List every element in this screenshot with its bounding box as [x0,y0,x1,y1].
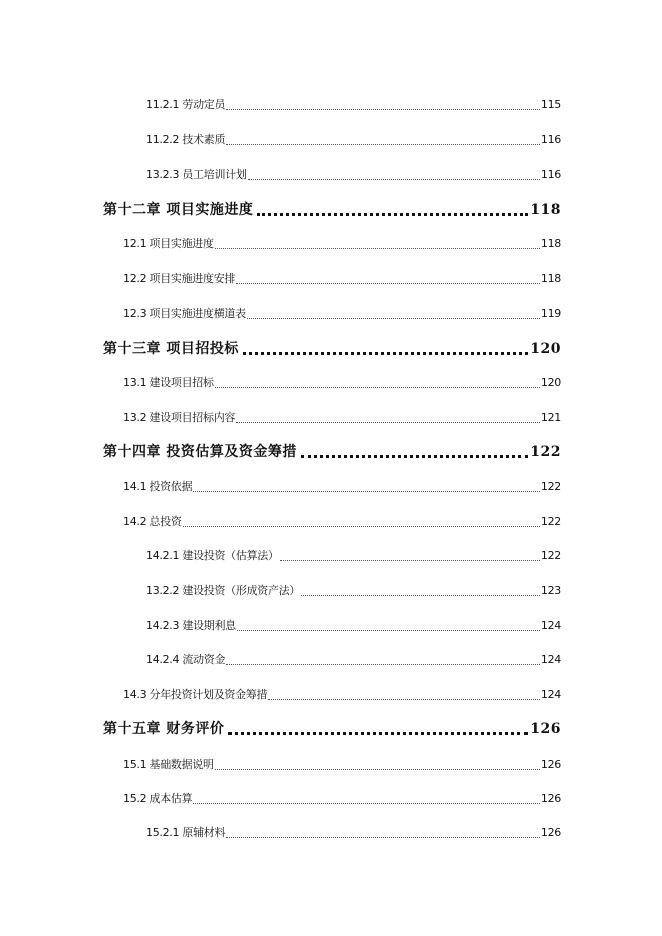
toc-entry-label: 12.3 项目实施进度横道表 [123,307,246,320]
toc-entry-label: 14.2.3 建设期利息 [146,619,236,632]
toc-entry-page: 115 [540,98,561,111]
dot-leader [280,551,540,561]
dot-leader [228,722,528,735]
toc-entry[interactable] [123,305,561,321]
toc-chapter-label: 第十二章 项目实施进度 [103,202,254,218]
toc-entry-label: 13.1 建设项目招标 [123,376,214,389]
toc-entry[interactable] [146,96,561,112]
toc-entry[interactable] [123,513,561,529]
toc-entry-page: 118 [540,272,561,285]
toc-chapter-entry[interactable] [103,718,561,738]
toc-entry-page: 126 [540,758,561,771]
toc-chapter-entry[interactable] [103,199,561,219]
toc-chapter-page: 120 [530,341,561,357]
toc-entry[interactable] [123,409,561,425]
toc-entry-label: 11.2.1 劳动定员 [146,98,226,111]
toc-chapter-entry[interactable] [103,338,561,358]
toc-entry[interactable] [123,270,561,286]
toc-entry-page: 122 [540,549,561,562]
toc-entry-label: 13.2 建设项目招标内容 [123,411,236,424]
toc-entry-page: 118 [540,237,561,250]
dot-leader [301,445,528,458]
toc-chapter-page: 118 [530,202,561,218]
toc-entry-label: 11.2.2 技术素质 [146,133,226,146]
toc-entry[interactable] [146,824,561,840]
toc-entry-label: 12.1 项目实施进度 [123,237,214,250]
toc-entry-label: 14.2 总投资 [123,515,182,528]
toc-chapter-page: 122 [530,444,561,460]
toc-entry-page: 122 [540,515,561,528]
toc-chapter-label: 第十五章 财务评价 [103,721,225,737]
dot-leader [236,413,540,423]
toc-entry-label: 14.3 分年投资计划及资金筹措 [123,688,268,701]
toc-entry-page: 124 [540,688,561,701]
toc-chapter-label: 第十四章 投资估算及资金筹措 [103,444,297,460]
toc-entry-page: 121 [540,411,561,424]
dot-leader [183,517,540,527]
dot-leader [247,309,540,319]
toc-entry[interactable] [146,582,561,598]
toc-entry-label: 14.1 投资依据 [123,480,193,493]
toc-entry[interactable] [123,686,561,702]
toc-entry-page: 116 [540,133,561,146]
dot-leader [193,794,540,804]
toc-entry-label: 14.2.1 建设投资（估算法） [146,549,279,562]
toc-entry[interactable] [123,478,561,494]
toc-entry-page: 124 [540,619,561,632]
toc-entry-page: 126 [540,792,561,805]
toc-entry-label: 15.1 基础数据说明 [123,758,214,771]
dot-leader [215,760,540,770]
toc-entry-page: 123 [540,584,561,597]
dot-leader [193,482,540,492]
dot-leader [268,690,540,700]
toc-entry-page: 116 [540,168,561,181]
toc-entry[interactable] [146,617,561,633]
dot-leader [257,203,528,216]
toc-entry-page: 119 [540,307,561,320]
dot-leader [243,342,528,355]
dot-leader [237,621,540,631]
toc-entry[interactable] [123,374,561,390]
toc-entry-page: 122 [540,480,561,493]
toc-chapter-entry[interactable] [103,441,561,461]
dot-leader [226,828,540,838]
toc-chapter-label: 第十三章 项目招投标 [103,341,239,357]
toc-entry-label: 13.2.3 员工培训计划 [146,168,247,181]
toc-entry[interactable] [146,131,561,147]
dot-leader [248,170,540,180]
toc-entry-label: 14.2.4 流动资金 [146,653,226,666]
toc-entry[interactable] [123,235,561,251]
toc-chapter-page: 126 [530,721,561,737]
toc-entry-label: 12.2 项目实施进度安排 [123,272,236,285]
toc-entry-page: 124 [540,653,561,666]
toc-entry[interactable] [146,547,561,563]
toc-entry-label: 15.2 成本估算 [123,792,193,805]
dot-leader [226,655,540,665]
toc-entry[interactable] [146,166,561,182]
toc-entry[interactable] [123,756,561,772]
dot-leader [226,100,540,110]
toc-entry[interactable] [146,651,561,667]
dot-leader [215,378,540,388]
dot-leader [215,239,540,249]
toc-entry-label: 15.2.1 原辅材料 [146,826,226,839]
toc-entry-page: 120 [540,376,561,389]
toc-entry-page: 126 [540,826,561,839]
dot-leader [301,586,540,596]
dot-leader [226,135,540,145]
toc-entry-label: 13.2.2 建设投资（形成资产法） [146,584,301,597]
toc-entry[interactable] [123,790,561,806]
dot-leader [236,274,540,284]
